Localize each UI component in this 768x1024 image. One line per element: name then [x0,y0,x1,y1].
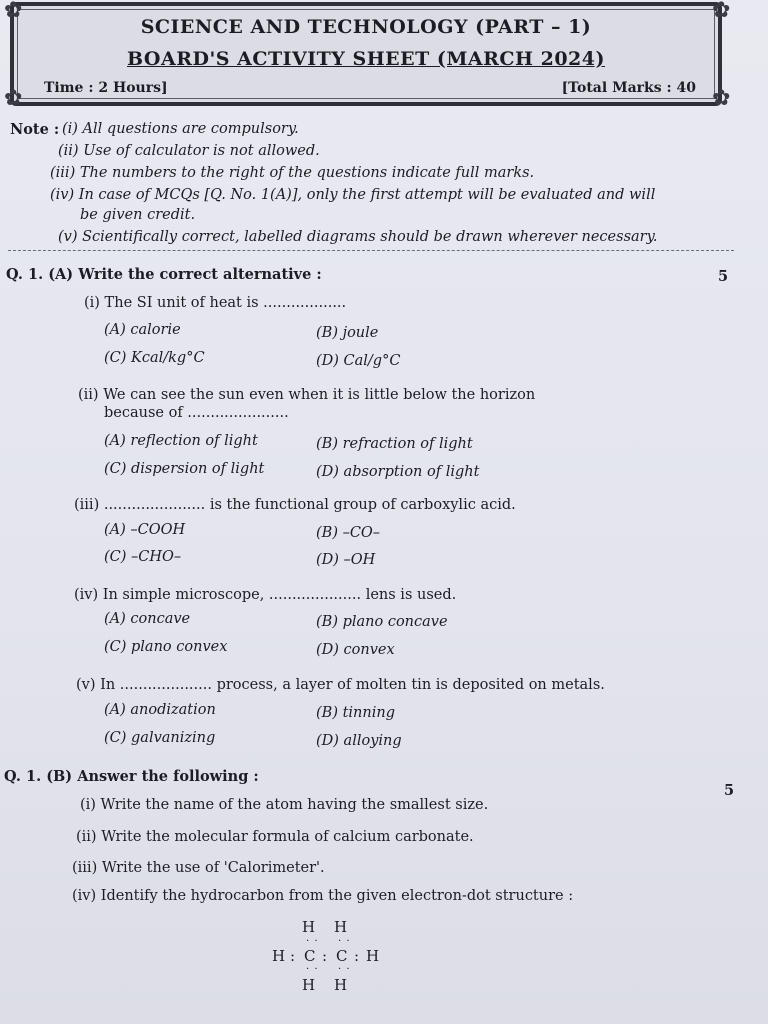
atom-h: H [272,947,286,965]
time-label: Time : 2 Hours] [44,80,168,96]
q1a-marks: 5 [718,268,729,285]
note-item: (iii) The numbers to the right of the questions indicate full marks. [50,165,535,181]
electron-pair-icon: · · [338,964,351,975]
question-stem: (v) In .................... process, a layer of molten tin is deposited on metals. [76,677,605,693]
option: (D) convex [316,642,395,658]
sheet-title: SCIENCE AND TECHNOLOGY (PART – 1) [140,16,592,38]
electron-dot-structure [270,916,390,1016]
question-stem-cont: because of ...................... [104,405,289,421]
option: (A) –COOH [104,522,186,538]
option: (C) –CHO– [104,549,182,565]
electron-pair-icon: : [322,947,328,965]
option: (A) anodization [104,702,216,718]
total-marks-label: [Total Marks : 40 [561,80,696,96]
option: (B) plano concave [316,614,448,630]
q1b-item: (iv) Identify the hydrocarbon from the given electron-dot structure : [72,888,574,904]
note-item: (ii) Use of calculator is not allowed. [58,143,320,159]
q1b-item: (ii) Write the molecular formula of calcium carbonate. [76,829,474,845]
question-stem: (iv) In simple microscope, .................... lens is used. [74,587,457,603]
atom-c: C [304,947,316,965]
atom-h: H [302,918,316,936]
electron-pair-icon: · · [306,936,319,947]
q1b-item: (i) Write the name of the atom having the smallest size. [80,797,489,813]
electron-pair-icon: : [354,947,360,965]
header-frame [10,2,722,106]
corner-ornament-icon: ✿ [4,0,23,23]
q1a-heading: Q. 1. (A) Write the correct alternative : [6,266,322,283]
note-item: be given credit. [80,207,196,223]
option: (D) Cal/g°C [316,353,401,369]
atom-h: H [302,976,316,994]
option: (C) Kcal/kg°C [104,350,205,366]
option: (C) dispersion of light [104,461,265,477]
question-stem: (ii) We can see the sun even when it is little below the horizon [78,387,536,403]
note-item: (iv) In case of MCQs [Q. No. 1(A)], only the first attempt will be evaluated and will [50,187,656,203]
q1b-marks: 5 [724,782,735,799]
electron-pair-icon: · · [338,936,351,947]
q1b-item: (iii) Write the use of 'Calorimeter'. [72,860,325,876]
question-stem: (iii) ...................... is the functional group of carboxylic acid. [74,497,516,513]
note-label: Note : [10,121,60,138]
option: (B) –CO– [316,525,381,541]
corner-ornament-icon: ✿ [4,86,23,111]
option: (B) tinning [316,705,395,721]
divider [8,250,734,251]
atom-c: C [336,947,348,965]
option: (D) –OH [316,552,376,568]
option: (A) calorie [104,322,181,338]
note-item: (i) All questions are compulsory. [62,121,299,137]
option: (B) joule [316,325,379,341]
option: (C) plano convex [104,639,228,655]
option: (B) refraction of light [316,436,473,452]
option: (C) galvanizing [104,730,216,746]
option: (A) reflection of light [104,433,258,449]
question-stem: (i) The SI unit of heat is .................. [84,295,347,311]
atom-h: H [334,918,348,936]
electron-pair-icon: · · [306,964,319,975]
corner-ornament-icon: ✿ [712,0,731,23]
option: (A) concave [104,611,191,627]
corner-ornament-icon: ✿ [712,86,731,111]
atom-h: H [334,976,348,994]
option: (D) absorption of light [316,464,480,480]
q1b-heading: Q. 1. (B) Answer the following : [4,768,259,785]
sheet-subtitle: BOARD'S ACTIVITY SHEET (MARCH 2024) [127,48,605,70]
option: (D) alloying [316,733,402,749]
electron-pair-icon: : [290,947,296,965]
note-item: (v) Scientifically correct, labelled diagrams should be drawn wherever necessary. [58,229,658,245]
atom-h: H [366,947,380,965]
